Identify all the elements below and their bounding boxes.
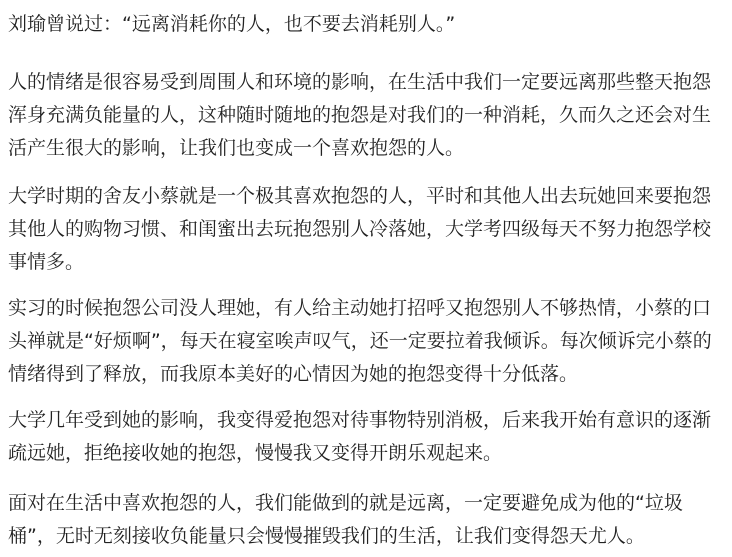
paragraph-emotion-influence: 人的情绪是很容易受到周围人和环境的影响，在生活中我们一定要远离那些整天抱怨浑身充满负能量的人，这种随时随地的抱怨是对我们的一种消耗，久而久之还会对生活产生很大的影响，让我们也变成一个喜欢抱怨的人。 bbox=[8, 71, 712, 159]
quote-paragraph: 刘瑜曾说过：“远离消耗你的人，也不要去消耗别人。” bbox=[8, 13, 456, 35]
paragraph-roommate-story: 大学时期的舍友小蔡就是一个极其喜欢抱怨的人，平时和其他人出去玩她回来要抱怨其他人的购物习惯、和闺蜜出去玩抱怨别人冷落她，大学考四级每天不努力抱怨学校事情多。 bbox=[8, 185, 712, 273]
paragraph-distancing: 大学几年受到她的影响，我变得爱抱怨对待事物特别消极，后来我开始有意识的逐渐疏远她，拒绝接收她的抱怨，慢慢我又变得开朗乐观起来。 bbox=[8, 409, 712, 464]
paragraph-internship: 实习的时候抱怨公司没人理她，有人给主动她打招呼又抱怨别人不够热情，小蔡的口头禅就是“好烦啊”，每天在寝室唉声叹气，还一定要拉着我倾诉。每次倾诉完小蔡的情绪得到了释放，而我原本美好的心情因为她的抱怨变得十分低落。 bbox=[8, 297, 712, 385]
paragraph-conclusion: 面对在生活中喜欢抱怨的人，我们能做到的就是远离，一定要避免成为他的“垃圾桶”，无时无刻接收负能量只会慢慢摧毁我们的生活，让我们变得怨天尤人。 bbox=[8, 492, 683, 547]
